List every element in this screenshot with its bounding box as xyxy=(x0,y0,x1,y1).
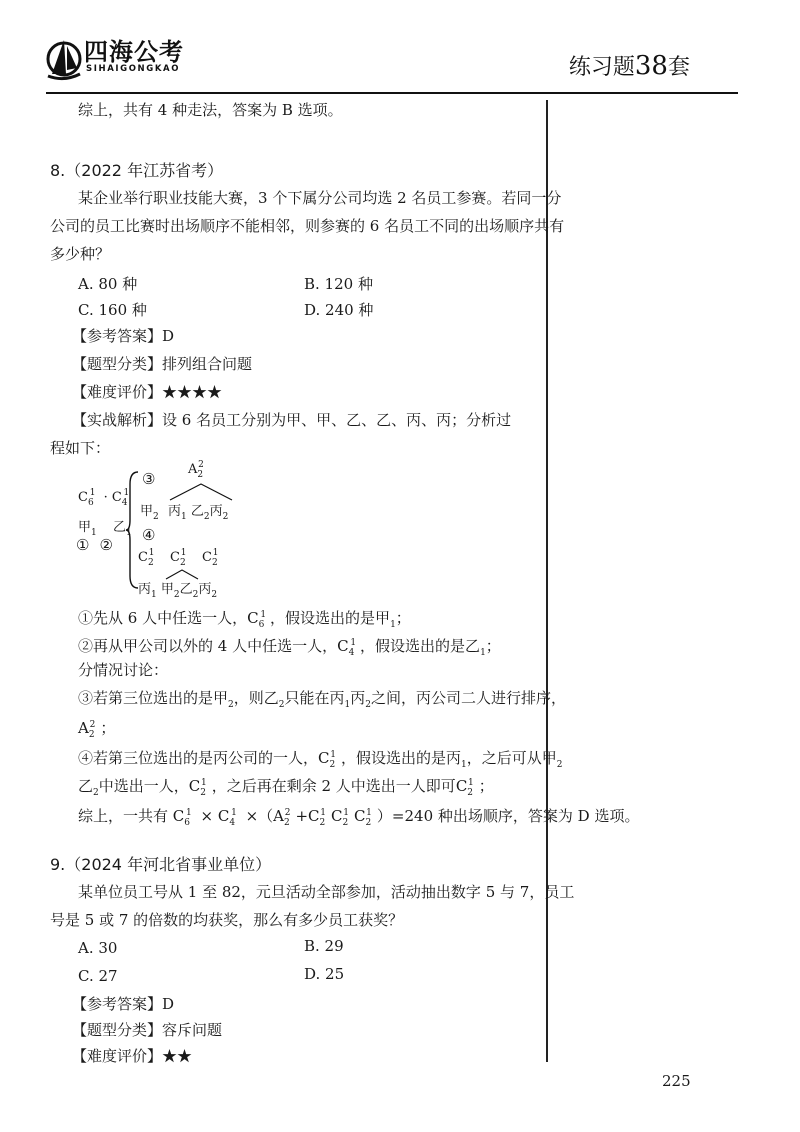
diagram-c21-b: $C_2^1$ xyxy=(170,548,187,568)
q8-case-intro: 分情况讨论： xyxy=(78,661,169,679)
q8-analysis: 【实战解析】设 6 名员工分别为甲、甲、乙、乙、丙、丙；分析过 xyxy=(72,411,512,429)
diagram-c21-c: $C_2^1$ xyxy=(202,548,219,568)
q8-option-a: A. 80 种 xyxy=(78,275,138,293)
q9-stem-line2: 号是 5 或 7 的倍数的均获奖，那么有多少员工获奖？ xyxy=(50,911,404,929)
q8-heading: 8.（2022 年江苏省考） xyxy=(50,161,224,180)
previous-conclusion: 综上，共有 4 种走法，答案为 B 选项。 xyxy=(78,101,343,119)
brand-name-en: SIHAIGONGKAO xyxy=(86,64,181,74)
q8-step4-cont: 乙$_2$中选出一人，$C_2^1$ ，之后再在剩余 2 人中选出一人即可$C_2^1$ ； xyxy=(78,777,494,798)
diagram-jia1-yi1: 甲$_1$ 乙$_1$ xyxy=(78,520,132,538)
diagram-circ3: ③ xyxy=(142,470,156,488)
diagram-lower-order: 丙$_1$ 甲$_2$乙$_2$丙$_2$ xyxy=(138,582,218,600)
q8-option-c: C. 160 种 xyxy=(78,301,147,319)
diagram-c61-c41: $C_6^1 \cdot C_4^1$ xyxy=(78,488,130,508)
q9-type: 【题型分类】容斥问题 xyxy=(72,1021,223,1039)
diagram-brace xyxy=(126,470,140,590)
diagram-circ12: ① ② xyxy=(76,536,113,554)
q8-analysis-cont: 程如下： xyxy=(50,439,111,457)
diagram-a22-lines xyxy=(166,482,236,502)
column-divider xyxy=(546,100,548,1062)
diagram-circ4: ④ xyxy=(142,526,156,544)
q8-option-d: D. 240 种 xyxy=(304,301,374,319)
q9-option-d: D. 25 xyxy=(304,965,345,983)
q8-answer: 【参考答案】D xyxy=(72,327,175,345)
q8-difficulty: 【难度评价】★★★★ xyxy=(72,383,223,401)
q9-option-c: C. 27 xyxy=(78,967,118,985)
q8-step2: ②再从甲公司以外的 4 人中任选一人，$C_4^1$ ，假设选出的是乙$_1$； xyxy=(78,637,501,658)
brand-name: 四海公考 xyxy=(84,38,184,66)
q9-option-b: B. 29 xyxy=(304,937,344,955)
page-number: 225 xyxy=(662,1072,691,1090)
diagram-a22: $A_2^2$ xyxy=(188,460,204,480)
q9-difficulty: 【难度评价】★★ xyxy=(72,1047,193,1065)
q8-type: 【题型分类】排列组合问题 xyxy=(72,355,253,373)
page-title: 练习题38套 xyxy=(568,51,690,81)
q8-option-b: B. 120 种 xyxy=(304,275,373,293)
diagram-c21-a: $C_2^1$ xyxy=(138,548,155,568)
q8-step3: ③若第三位选出的是甲$_2$，则乙$_2$只能在丙$_1$丙$_2$之间，丙公司二人进行排序， xyxy=(78,689,567,710)
q8-stem-line1: 某企业举行职业技能大赛，3 个下属分公司均选 2 名员工参赛。若同一分 xyxy=(78,189,562,207)
sihai-logo-icon xyxy=(46,34,82,84)
header-divider xyxy=(46,92,738,94)
diagram-jia2: 甲$_2$ xyxy=(140,504,159,522)
q9-stem-line1: 某单位员工号从 1 至 82，元旦活动全部参加，活动抽出数字 5 与 7，员工 xyxy=(78,883,575,901)
q8-stem-line3: 多少种？ xyxy=(50,245,111,263)
q9-answer: 【参考答案】D xyxy=(72,995,175,1013)
diagram-upper-order: 丙$_1$ 乙$_2$丙$_2$ xyxy=(168,504,229,522)
q9-option-a: A. 30 xyxy=(78,939,118,957)
q9-heading: 9.（2024 年河北省事业单位） xyxy=(50,855,272,874)
q8-tree-diagram xyxy=(72,460,252,600)
q8-step1: ①先从 6 人中任选一人，$C_6^1$ ，假设选出的是甲$_1$； xyxy=(78,609,411,630)
q8-step4: ④若第三位选出的是丙公司的一人，$C_2^1$ ，假设选出的是丙$_1$，之后可从甲$_2$ xyxy=(78,749,563,770)
q8-stem-line2: 公司的员工比赛时出场顺序不能相邻，则参赛的 6 名员工不同的出场顺序共有 xyxy=(50,217,565,235)
q8-step3-formula: $A_2^2$ ； xyxy=(78,719,116,740)
q8-conclusion: 综上，一共有 $C_6^1 \times C_4^1 \times(A_2^2 +C_2^1$ $C_2^1$ $C_2^1$ ）=240 种出场顺序，答案为 D 选项。 xyxy=(78,807,640,828)
